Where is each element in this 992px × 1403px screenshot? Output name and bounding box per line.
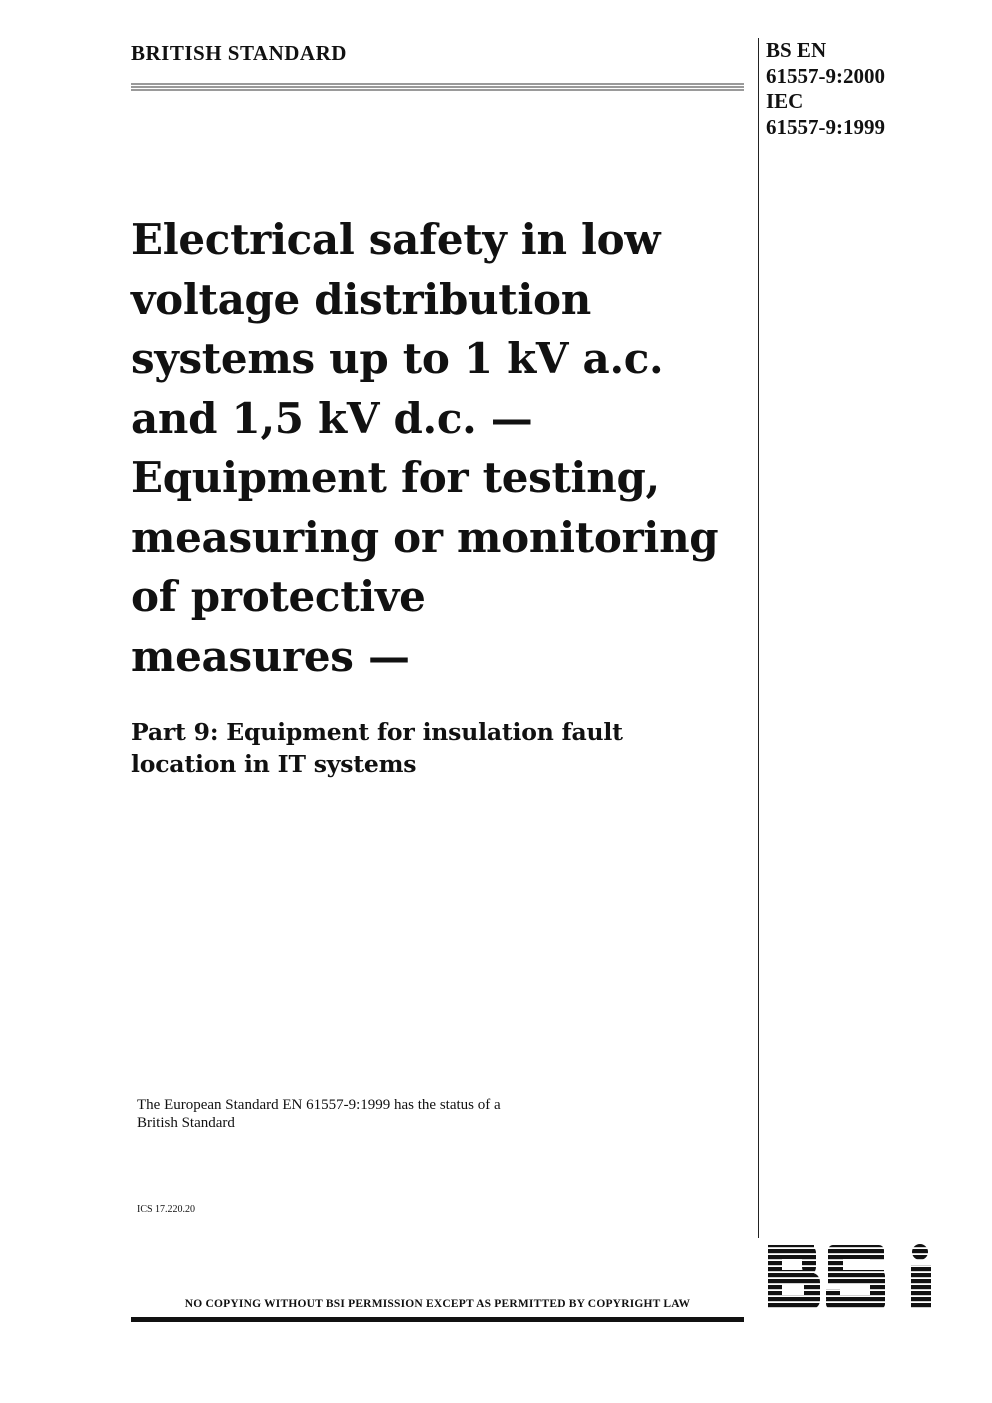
subtitle-line: Part 9: Equipment for insulation fault — [131, 718, 623, 746]
copyright-notice: NO COPYING WITHOUT BSI PERMISSION EXCEPT AS PERMITTED BY COPYRIGHT LAW — [184, 1298, 691, 1310]
bsi-logo-icon — [766, 1243, 942, 1311]
status-note — [137, 1096, 501, 1132]
standard-number-line: BS EN — [766, 38, 827, 62]
vertical-divider — [758, 38, 759, 1238]
title-line: systems up to 1 kV a.c. — [131, 334, 664, 383]
document-title — [131, 210, 751, 686]
title-line: Electrical safety in low — [131, 215, 661, 264]
standard-number-line: 61557-9:1999 — [766, 114, 885, 139]
ics-code: ICS 17.220.20 — [137, 1204, 196, 1215]
standard-number-line: 61557-9:2000 — [766, 63, 885, 88]
standard-number-line: IEC — [766, 89, 804, 113]
footer-rule — [131, 1317, 744, 1322]
title-line: voltage distribution — [131, 274, 591, 324]
title-line: Equipment for testing, — [131, 453, 660, 502]
document-subtitle — [131, 716, 741, 780]
header-rule — [131, 83, 744, 92]
title-line: measures — — [131, 631, 410, 681]
title-line: measuring or monitoring — [131, 512, 719, 562]
status-note-line: British Standard — [137, 1115, 235, 1131]
status-note-line: The European Standard EN 61557-9:1999 has the status of a — [137, 1097, 501, 1113]
subtitle-line: location in IT systems — [131, 750, 417, 778]
brand-heading: BRITISH STANDARD — [131, 41, 347, 65]
title-line: and 1,5 kV d.c. — — [131, 393, 533, 443]
title-line: of protective — [131, 572, 426, 621]
standard-numbers — [766, 38, 885, 140]
